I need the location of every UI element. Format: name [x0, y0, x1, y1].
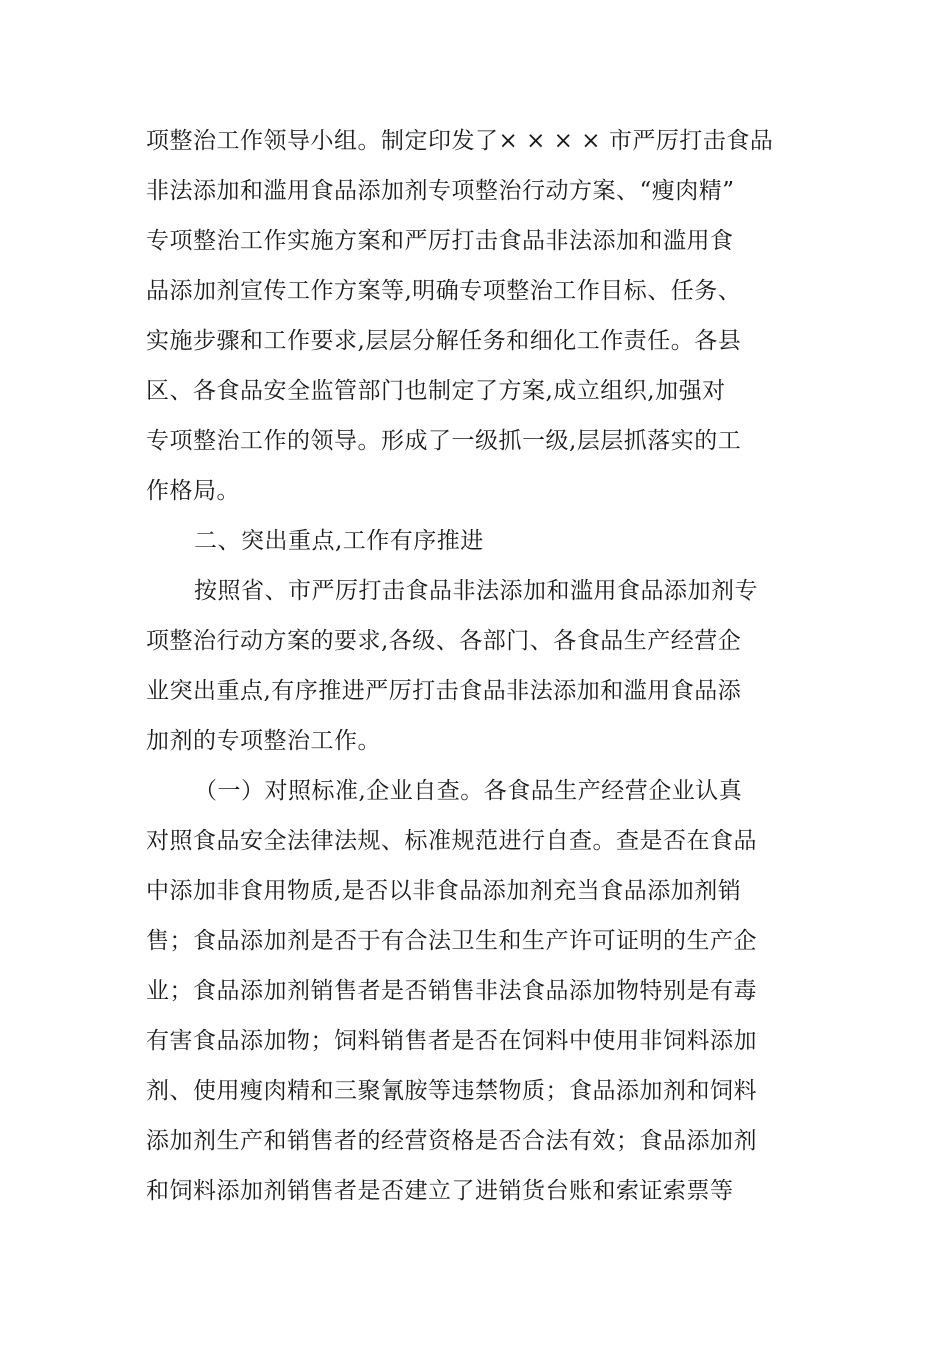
- section-heading: 二、突出重点,工作有序推进: [194, 528, 484, 554]
- text-line: 对照食品安全法律法规、标准规范进行自查。查是否在食品: [146, 828, 757, 854]
- text-line: 加剂的专项整治工作。: [146, 728, 381, 754]
- text-line: 有害食品添加物；饲料销售者是否在饲料中使用非饲料添加: [146, 1028, 757, 1054]
- text-line: 业突出重点,有序推进严厉打击食品非法添加和滥用食品添: [146, 678, 742, 704]
- text-line: 非法添加和滥用食品添加剂专项整治行动方案、“瘦肉精”: [146, 178, 735, 204]
- text-line: 作格局。: [146, 478, 240, 504]
- text-line: 区、各食品安全监管部门也制定了方案,成立组织,加强对: [146, 378, 726, 404]
- text-line: 售；食品添加剂是否于有合法卫生和生产许可证明的生产企: [146, 928, 757, 954]
- text-line: 中添加非食用物质,是否以非食品添加剂充当食品添加剂销: [146, 878, 742, 904]
- text-line: 专项整治工作实施方案和严厉打击食品非法添加和滥用食: [146, 228, 734, 254]
- text-line: 实施步骤和工作要求,层层分解任务和细化工作责任。各县: [146, 328, 742, 354]
- subsection-first-line: （一）对照标准,企业自查。各食品生产经营企业认真: [194, 778, 743, 804]
- paragraph-first-line: 按照省、市严厉打击食品非法添加和滥用食品添加剂专: [194, 578, 758, 604]
- text-line: 品添加剂宣传工作方案等,明确专项整治工作目标、任务、: [146, 278, 742, 304]
- text-line: 添加剂生产和销售者的经营资格是否合法有效；食品添加剂: [146, 1128, 757, 1154]
- text-line: 剂、使用瘦肉精和三聚氰胺等违禁物质；食品添加剂和饲料: [146, 1078, 757, 1104]
- text-line: 专项整治工作的领导。形成了一级抓一级,层层抓落实的工: [146, 428, 742, 454]
- text-line: 项整治行动方案的要求,各级、各部门、各食品生产经营企: [146, 628, 742, 654]
- text-line: 项整治工作领导小组。制定印发了× × × × 市严厉打击食品: [146, 128, 774, 154]
- text-line: 和饲料添加剂销售者是否建立了进销货台账和索证索票等: [146, 1178, 734, 1204]
- text-line: 业；食品添加剂销售者是否销售非法食品添加物特别是有毒: [146, 978, 757, 1004]
